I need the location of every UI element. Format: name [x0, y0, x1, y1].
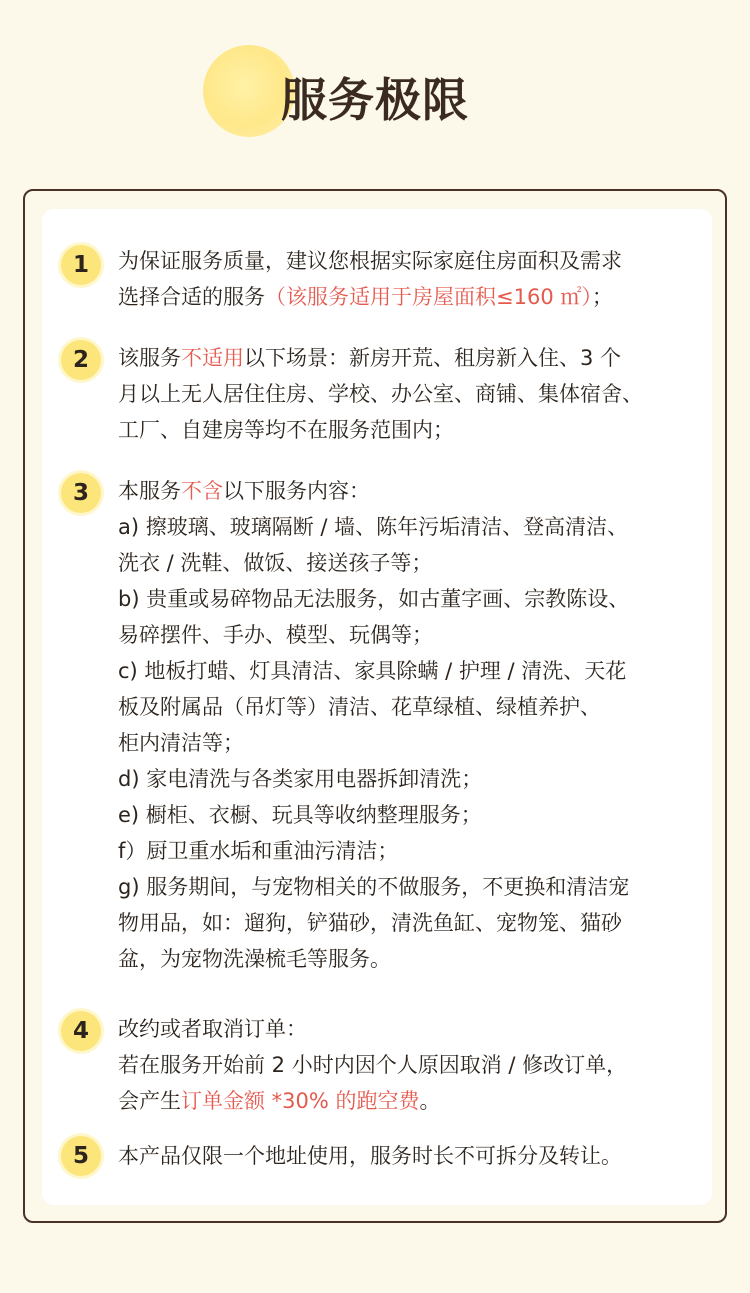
title-section: [0, 40, 750, 140]
text-line: 板及附属品（吊灯等）清洁、花草绿植、绿植养护、: [118, 695, 601, 719]
text-line: 易碎摆件、手办、模型、玩偶等；: [118, 623, 433, 647]
text-line: a) 擦玻璃、玻璃隔断 / 墙、陈年污垢清洁、登高清洁、: [118, 515, 629, 539]
highlight-text: 不含: [181, 479, 223, 503]
text-line: 改约或者取消订单：: [118, 1017, 307, 1041]
text-line: 柜内清洁等；: [118, 731, 244, 755]
term-text: [118, 1011, 703, 1119]
term-text: [118, 243, 703, 315]
term-text: [118, 1138, 703, 1174]
highlight-text: （该服务适用于房屋面积≤160 ㎡）: [265, 285, 592, 309]
text-line: 洗衣 / 洗鞋、做饭、接送孩子等；: [118, 551, 433, 575]
number-badge: 2: [61, 340, 101, 380]
text-line: b) 贵重或易碎物品无法服务，如古董字画、宗教陈设、: [118, 587, 630, 611]
text-line: 会产生订单金额 *30% 的跑空费。: [118, 1089, 441, 1113]
text-line: 本产品仅限一个地址使用，服务时长不可拆分及转让。: [118, 1144, 622, 1168]
number-badge: 1: [61, 245, 101, 285]
terms-card: [42, 209, 712, 1205]
text-line: c) 地板打蜡、灯具清洁、家具除螨 / 护理 / 清洗、天花: [118, 659, 627, 683]
text-line: 工厂、自建房等均不在服务范围内；: [118, 418, 454, 442]
text-line: 本服务不含以下服务内容：: [118, 479, 370, 503]
text-line: 月以上无人居住住房、学校、办公室、商铺、集体宿舍、: [118, 382, 643, 406]
number-badge: 3: [61, 473, 101, 513]
highlight-text: 不适用: [181, 346, 244, 370]
text-line: 选择合适的服务（该服务适用于房屋面积≤160 ㎡）；: [118, 285, 613, 309]
text-line: g) 服务期间，与宠物相关的不做服务，不更换和清洁宠: [118, 875, 630, 899]
number-badge: 5: [61, 1136, 101, 1176]
text-line: f）厨卫重水垢和重油污清洁；: [118, 839, 399, 863]
text-line: d) 家电清洗与各类家用电器拆卸清洗；: [118, 767, 483, 791]
text-line: 为保证服务质量，建议您根据实际家庭住房面积及需求: [118, 249, 622, 273]
number-badge: 4: [61, 1011, 101, 1051]
text-line: 盆，为宠物洗澡梳毛等服务。: [118, 947, 391, 971]
term-text: [118, 473, 703, 977]
text-line: e) 橱柜、衣橱、玩具等收纳整理服务；: [118, 803, 482, 827]
highlight-text: 订单金额 *30% 的跑空费: [181, 1089, 420, 1113]
page-title: 服务极限: [281, 73, 469, 127]
term-text: [118, 340, 703, 448]
text-line: 物用品，如：遛狗，铲猫砂，清洗鱼缸、宠物笼、猫砂: [118, 911, 622, 935]
text-line: 若在服务开始前 2 小时内因个人原因取消 / 修改订单，: [118, 1053, 628, 1077]
text-line: 该服务不适用以下场景：新房开荒、租房新入住、3 个: [118, 346, 622, 370]
